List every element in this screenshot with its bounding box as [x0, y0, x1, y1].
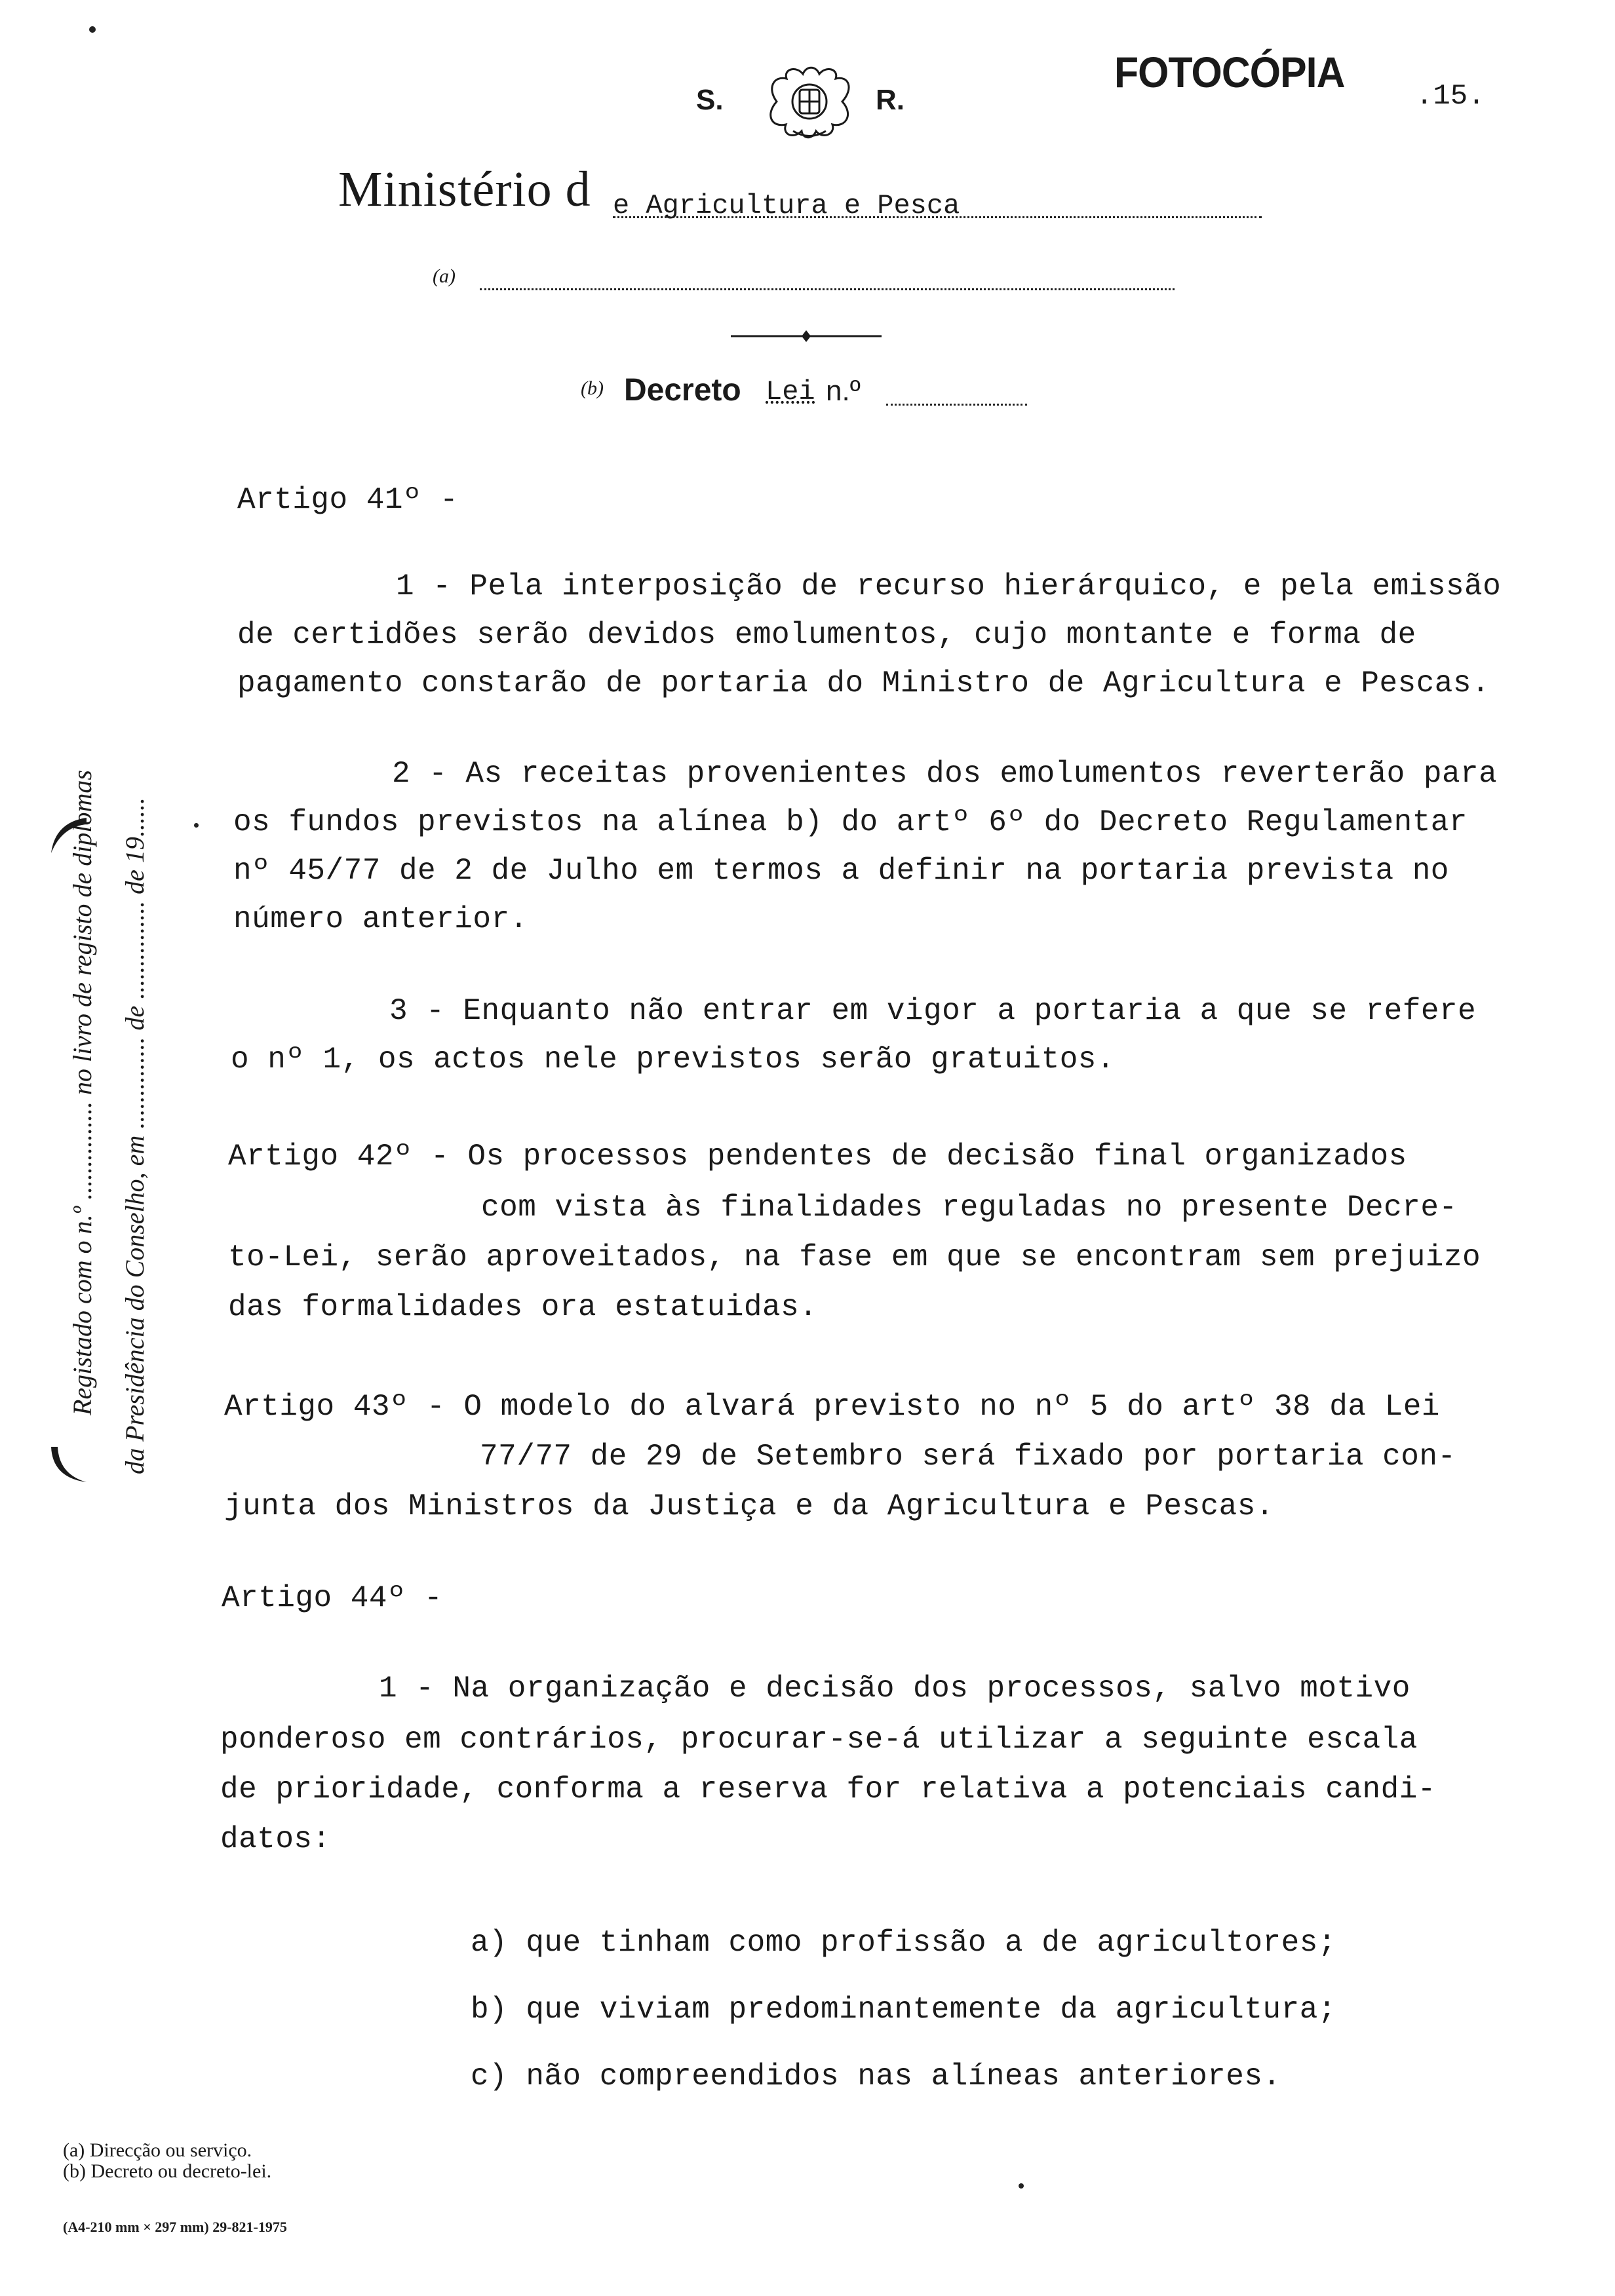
margin-registry-line-1: Registado com o n.º ............... no livro de registo de diplomas: [68, 770, 97, 1415]
ministry-prefix: Ministério d: [338, 162, 591, 217]
line-b-label: (b): [581, 377, 604, 399]
art42-line2: com vista às finalidades reguladas no presente Decre-: [481, 1191, 1458, 1225]
decree-number-dotted: [886, 404, 1027, 406]
art44-p1-line3: de prioridade, conforma a reserva for relativa a potenciais candi-: [220, 1772, 1436, 1807]
art41-p1-line1: 1 - Pela interposição de recurso hierárquico, e pela emissão: [396, 569, 1502, 603]
article-44-heading: Artigo 44º -: [222, 1581, 443, 1615]
fotocopia-stamp: FOTOCÓPIA: [1114, 48, 1345, 96]
art41-p2-line4: número anterior.: [233, 902, 528, 936]
decree-label: Decreto: [624, 373, 741, 408]
decree-type: Lei: [766, 376, 815, 408]
margin-bracket-bottom-icon: [46, 1442, 92, 1487]
art42-line4: das formalidades ora estatuidas.: [228, 1290, 818, 1324]
art44-p1-line2: ponderoso em contrários, procurar-se-á utilizar a seguinte escala: [220, 1723, 1418, 1757]
header-r: R.: [876, 84, 905, 116]
ministry-dotted-line: [613, 216, 1262, 218]
line-a-label: (a): [433, 265, 456, 287]
art41-p2-line1: 2 - As receitas provenientes dos emolumentos reverterão para: [392, 757, 1498, 791]
margin-bracket-top-icon: [46, 813, 92, 858]
ministry-name: e Agricultura e Pesca: [613, 190, 960, 221]
list-item-a: a) que tinham como profissão a de agricultores;: [471, 1926, 1336, 1960]
scan-speck: [89, 26, 96, 33]
art41-p1-line3: pagamento constarão de portaria do Ministro de Agricultura e Pescas.: [237, 666, 1490, 700]
coat-of-arms-icon: [764, 62, 855, 141]
form-code: (A4-210 mm × 297 mm) 29-821-1975: [63, 2219, 287, 2235]
list-item-c: c) não compreendidos nas alíneas anteriores.: [471, 2059, 1281, 2094]
art41-p1-line2: de certidões serão devidos emolumentos, cujo montante e forma de: [237, 618, 1416, 652]
art41-p2-line2: os fundos previstos na alínea b) do artº 6º do Decreto Regulamentar: [233, 805, 1468, 839]
art42-line1: Artigo 42º - Os processos pendentes de decisão final organizados: [228, 1139, 1407, 1174]
page-number: .15.: [1416, 80, 1485, 113]
art41-p2-line3: nº 45/77 de 2 de Julho em termos a definir na portaria prevista no: [233, 854, 1449, 888]
art41-p3-line1: 3 - Enquanto não entrar em vigor a portaria a que se refere: [389, 994, 1477, 1028]
scan-speck: [1019, 2183, 1024, 2189]
art41-p3-line2: o nº 1, os actos nele previstos serão gratuitos.: [231, 1043, 1116, 1077]
line-a-dotted: [480, 288, 1175, 290]
art42-line3: to-Lei, serão aproveitados, na fase em que se encontram sem prejuizo: [228, 1240, 1481, 1274]
decree-number-label: n.º: [826, 375, 861, 407]
footnote-a: (a) Direcção ou serviço.: [63, 2139, 252, 2161]
header-s: S.: [696, 84, 724, 116]
footnote-b: (b) Decreto ou decreto-lei.: [63, 2160, 272, 2182]
art44-p1-line1: 1 - Na organização e decisão dos processos, salvo motivo: [379, 1672, 1411, 1706]
list-item-b: b) que viviam predominantemente da agricultura;: [471, 1993, 1336, 2027]
margin-registry-line-2: da Presidência do Conselho, em .............. de ............... de 19......: [120, 797, 149, 1474]
art43-line3: junta dos Ministros da Justiça e da Agricultura e Pescas.: [224, 1489, 1274, 1523]
art43-line2: 77/77 de 29 de Setembro será fixado por portaria con-: [480, 1440, 1456, 1474]
divider-ornament: [731, 326, 882, 346]
scan-speck: [194, 823, 199, 828]
art44-p1-line4: datos:: [220, 1822, 331, 1856]
art43-line1: Artigo 43º - O modelo do alvará previsto no nº 5 do artº 38 da Lei: [224, 1390, 1440, 1424]
article-41-heading: Artigo 41º -: [237, 483, 459, 517]
